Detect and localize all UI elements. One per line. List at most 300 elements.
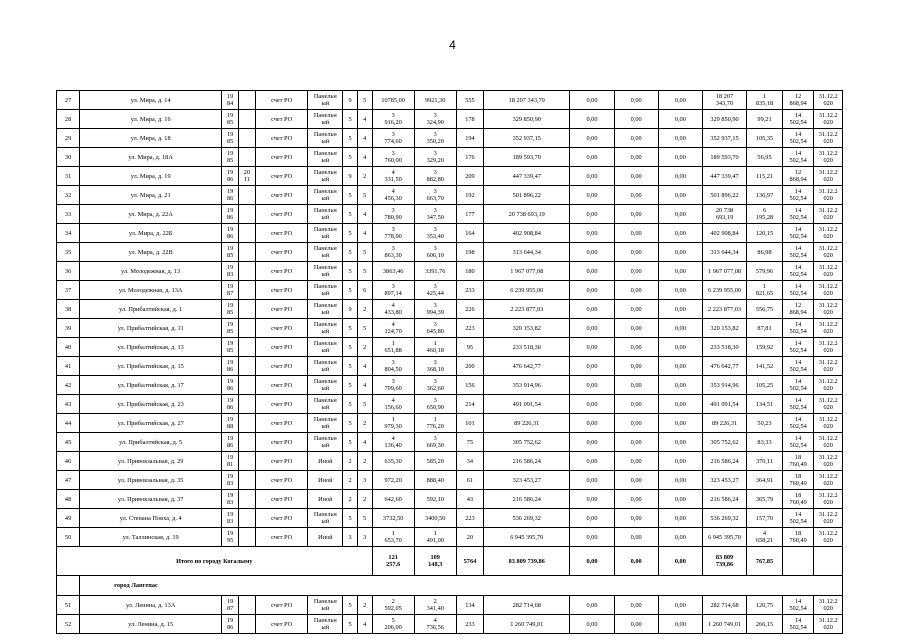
housing-register-table: [56, 90, 843, 634]
cell-total-area: 2 592,05: [372, 596, 414, 615]
cell-residents: 75: [456, 433, 483, 452]
total-cell-empty: [814, 547, 843, 576]
cell-living-area: 9921,30: [414, 91, 456, 110]
cell-cost-regional: 0,00: [614, 262, 658, 281]
cell-account-type: счет РО: [255, 490, 308, 509]
cell-address: ул. Прибалтийская, д. 23: [80, 395, 222, 414]
cell-cost-owners: 6 945 395,70: [702, 528, 746, 547]
cell-cost-regional: 0,00: [614, 148, 658, 167]
cell-year-repair: [239, 490, 256, 509]
cell-cost-local: 0,00: [658, 281, 702, 300]
cell-year-repair: [239, 91, 256, 110]
cell-row-number: 52: [57, 615, 80, 634]
cell-deadline: 31.12.2 020: [814, 148, 843, 167]
cell-row-number: 42: [57, 376, 80, 395]
cell-floors: 5: [343, 243, 358, 262]
cell-year-built: 19 81: [222, 452, 239, 471]
table-row: [57, 414, 843, 433]
cell-total-area: 3 780,90: [372, 205, 414, 224]
cell-unit-cost: 86,98: [747, 243, 783, 262]
cell-row-number: 37: [57, 281, 80, 300]
cell-year-repair: [239, 395, 256, 414]
cell-unit-cost: 83,33: [747, 433, 783, 452]
cell-total-area: 3 863,30: [372, 243, 414, 262]
cell-year-repair: [239, 319, 256, 338]
cell-cost-federal: 0,00: [570, 129, 614, 148]
cell-unit-cost: 1 821,65: [747, 281, 783, 300]
cell-max-unit-cost: 14 502,54: [782, 338, 814, 357]
cell-floors: 5: [343, 319, 358, 338]
cell-address: ул. Молодежная, д. 13А: [80, 281, 222, 300]
cell-total-cost: 20 738 693,19: [484, 205, 570, 224]
cell-year-repair: [239, 205, 256, 224]
cell-year-repair: 20 11: [239, 167, 256, 186]
cell-cost-owners: 1 967 077,08: [702, 262, 746, 281]
cell-living-area: 3 350,20: [414, 129, 456, 148]
cell-year-built: 19 83: [222, 509, 239, 528]
cell-unit-cost: 87,81: [747, 319, 783, 338]
cell-total-cost: 352 937,15: [484, 129, 570, 148]
cell-cost-federal: 0,00: [570, 471, 614, 490]
cell-address: ул. Молодежная, д. 13: [80, 262, 222, 281]
cell-deadline: 31.12.2 020: [814, 376, 843, 395]
cell-floors: 5: [343, 110, 358, 129]
cell-row-number: 44: [57, 414, 80, 433]
cell-year-built: 19 86: [222, 395, 239, 414]
cell-deadline: 31.12.2 020: [814, 205, 843, 224]
cell-address: ул. Прибалтийская, д. 5: [80, 433, 222, 452]
cell-account-type: счет РО: [255, 615, 308, 634]
cell-account-type: счет РО: [255, 186, 308, 205]
cell-floors: 2: [343, 471, 358, 490]
cell-wall-material: Панельн ый: [308, 110, 343, 129]
cell-wall-material: Панельн ый: [308, 186, 343, 205]
cell-row-number: 45: [57, 433, 80, 452]
cell-account-type: счет РО: [255, 596, 308, 615]
total-cell-p: 5764: [456, 547, 483, 576]
cell-deadline: 31.12.2 020: [814, 471, 843, 490]
cell-cost-local: 0,00: [658, 205, 702, 224]
cell-living-area: 3 606,10: [414, 243, 456, 262]
cell-wall-material: Панельн ый: [308, 376, 343, 395]
cell-row-number: 30: [57, 148, 80, 167]
table-row: [57, 243, 843, 262]
cell-deadline: 31.12.2 020: [814, 338, 843, 357]
cell-account-type: счет РО: [255, 129, 308, 148]
cell-address: ул. Мира, д. 16: [80, 110, 222, 129]
cell-floors: 5: [343, 338, 358, 357]
cell-deadline: 31.12.2 020: [814, 243, 843, 262]
cell-total-cost: 353 914,96: [484, 376, 570, 395]
cell-cost-federal: 0,00: [570, 596, 614, 615]
table-row: [57, 148, 843, 167]
cell-cost-regional: 0,00: [614, 528, 658, 547]
cell-living-area: 4 736,56: [414, 615, 456, 634]
cell-entrances: 4: [357, 148, 372, 167]
cell-cost-federal: 0,00: [570, 509, 614, 528]
cell-year-built: 19 85: [222, 300, 239, 319]
cell-address: ул. Таллинская, д. 19: [80, 528, 222, 547]
cell-cost-local: 0,00: [658, 596, 702, 615]
cell-total-area: 972,20: [372, 471, 414, 490]
cell-wall-material: Панельн ый: [308, 414, 343, 433]
cell-deadline: 31.12.2 020: [814, 262, 843, 281]
cell-max-unit-cost: 14 502,54: [782, 129, 814, 148]
cell-entrances: 5: [357, 395, 372, 414]
cell-floors: 2: [343, 452, 358, 471]
cell-deadline: 31.12.2 020: [814, 528, 843, 547]
cell-cost-regional: 0,00: [614, 129, 658, 148]
cell-cost-owners: 329 850,90: [702, 110, 746, 129]
cell-year-repair: [239, 338, 256, 357]
cell-residents: 20: [456, 528, 483, 547]
cell-max-unit-cost: 14 502,54: [782, 414, 814, 433]
cell-row-number: 47: [57, 471, 80, 490]
cell-wall-material: Панельн ый: [308, 596, 343, 615]
cell-entrances: 4: [357, 110, 372, 129]
cell-living-area: 1 491,00: [414, 528, 456, 547]
cell-cost-federal: 0,00: [570, 186, 614, 205]
cell-row-number: 38: [57, 300, 80, 319]
cell-max-unit-cost: 14 502,54: [782, 433, 814, 452]
cell-cost-owners: 313 644,34: [702, 243, 746, 262]
cell-floors: 9: [343, 167, 358, 186]
cell-year-built: 19 86: [222, 205, 239, 224]
cell-residents: 134: [456, 596, 483, 615]
cell-entrances: 2: [357, 452, 372, 471]
cell-cost-owners: 353 914,96: [702, 376, 746, 395]
cell-total-cost: 320 153,82: [484, 319, 570, 338]
cell-floors: 5: [343, 357, 358, 376]
cell-deadline: 31.12.2 020: [814, 110, 843, 129]
cell-account-type: счет РО: [255, 262, 308, 281]
cell-cost-regional: 0,00: [614, 490, 658, 509]
cell-total-cost: 501 896,22: [484, 186, 570, 205]
cell-wall-material: Панельн ый: [308, 91, 343, 110]
cell-year-repair: [239, 281, 256, 300]
cell-max-unit-cost: 18 760,49: [782, 471, 814, 490]
cell-total-cost: 402 908,84: [484, 224, 570, 243]
cell-account-type: счет РО: [255, 376, 308, 395]
cell-residents: 209: [456, 167, 483, 186]
cell-cost-local: 0,00: [658, 148, 702, 167]
cell-residents: 95: [456, 338, 483, 357]
table-row: [57, 110, 843, 129]
cell-year-built: 19 85: [222, 129, 239, 148]
cell-living-area: 3391,76: [414, 262, 456, 281]
cell-cost-federal: 0,00: [570, 224, 614, 243]
cell-floors: 5: [343, 262, 358, 281]
cell-account-type: счет РО: [255, 205, 308, 224]
cell-unit-cost: 4 658,21: [747, 528, 783, 547]
cell-year-built: 19 83: [222, 471, 239, 490]
table-row: [57, 319, 843, 338]
cell-unit-cost: 105,25: [747, 376, 783, 395]
cell-residents: 176: [456, 148, 483, 167]
cell-cost-regional: 0,00: [614, 281, 658, 300]
cell-account-type: счет РО: [255, 338, 308, 357]
cell-cost-owners: 352 937,15: [702, 129, 746, 148]
cell-address: ул. Мира, д. 18: [80, 129, 222, 148]
cell-cost-owners: 536 269,32: [702, 509, 746, 528]
cell-cost-regional: 0,00: [614, 615, 658, 634]
cell-account-type: счет РО: [255, 452, 308, 471]
cell-cost-local: 0,00: [658, 452, 702, 471]
cell-cost-owners: 323 453,27: [702, 471, 746, 490]
cell-cost-regional: 0,00: [614, 205, 658, 224]
cell-cost-regional: 0,00: [614, 224, 658, 243]
table-row: [57, 376, 843, 395]
cell-cost-local: 0,00: [658, 243, 702, 262]
cell-residents: 43: [456, 490, 483, 509]
cell-year-repair: [239, 471, 256, 490]
cell-address: ул. Прибалтийская, д. 13: [80, 338, 222, 357]
cell-cost-regional: 0,00: [614, 243, 658, 262]
cell-deadline: 31.12.2 020: [814, 129, 843, 148]
cell-total-cost: 6 239 955,00: [484, 281, 570, 300]
cell-address: ул. Прибалтийская, д. 17: [80, 376, 222, 395]
cell-total-area: 3 916,20: [372, 110, 414, 129]
cell-living-area: 1 776,20: [414, 414, 456, 433]
cell-year-built: 19 85: [222, 338, 239, 357]
cell-max-unit-cost: 14 502,54: [782, 205, 814, 224]
cell-year-repair: [239, 509, 256, 528]
cell-total-cost: 1 967 077,08: [484, 262, 570, 281]
cell-account-type: счет РО: [255, 243, 308, 262]
cell-address: ул. Мира, д. 22Б: [80, 224, 222, 243]
cell-total-cost: 2 223 877,03: [484, 300, 570, 319]
cell-floors: 5: [343, 186, 358, 205]
table-row: [57, 186, 843, 205]
cell-entrances: 5: [357, 243, 372, 262]
cell-total-cost: 233 518,30: [484, 338, 570, 357]
cell-living-area: 3 425,44: [414, 281, 456, 300]
cell-cost-owners: 447 339,47: [702, 167, 746, 186]
cell-total-cost: 313 644,34: [484, 243, 570, 262]
cell-wall-material: Иной: [308, 471, 343, 490]
cell-living-area: 3 669,30: [414, 433, 456, 452]
cell-cost-owners: 476 642,77: [702, 357, 746, 376]
section-row: [57, 576, 843, 596]
cell-total-area: 3 897,14: [372, 281, 414, 300]
cell-living-area: 3 368,10: [414, 357, 456, 376]
cell-account-type: счет РО: [255, 395, 308, 414]
cell-unit-cost: 370,11: [747, 452, 783, 471]
cell-year-repair: [239, 262, 256, 281]
cell-cost-regional: 0,00: [614, 471, 658, 490]
cell-entrances: 2: [357, 596, 372, 615]
cell-total-cost: 6 945 395,70: [484, 528, 570, 547]
cell-year-repair: [239, 528, 256, 547]
cell-unit-cost: 136,97: [747, 186, 783, 205]
cell-total-cost: 536 269,32: [484, 509, 570, 528]
cell-row-number: 49: [57, 509, 80, 528]
cell-account-type: счет РО: [255, 167, 308, 186]
table-row: [57, 433, 843, 452]
cell-row-number: 35: [57, 243, 80, 262]
cell-address: ул. Мира, д. 22В: [80, 243, 222, 262]
cell-wall-material: Панельн ый: [308, 300, 343, 319]
cell-account-type: счет РО: [255, 357, 308, 376]
cell-deadline: 31.12.2 020: [814, 281, 843, 300]
cell-cost-regional: 0,00: [614, 167, 658, 186]
cell-unit-cost: 1 835,18: [747, 91, 783, 110]
cell-total-area: 5 206,00: [372, 615, 414, 634]
cell-address: ул. Мира, д. 22А: [80, 205, 222, 224]
cell-living-area: 3 329,20: [414, 148, 456, 167]
cell-year-repair: [239, 110, 256, 129]
cell-living-area: 3 650,90: [414, 395, 456, 414]
cell-row-number: 43: [57, 395, 80, 414]
cell-max-unit-cost: 14 502,54: [782, 224, 814, 243]
cell-cost-local: 0,00: [658, 110, 702, 129]
cell-year-built: 19 86: [222, 186, 239, 205]
cell-total-area: 642,60: [372, 490, 414, 509]
cell-wall-material: Панельн ый: [308, 281, 343, 300]
total-cell-z3: 0,00: [658, 547, 702, 576]
cell-max-unit-cost: 12 868,94: [782, 300, 814, 319]
cell-unit-cost: 157,70: [747, 509, 783, 528]
cell-total-area: 10785,00: [372, 91, 414, 110]
cell-residents: 233: [456, 615, 483, 634]
cell-total-cost: 89 226,31: [484, 414, 570, 433]
cell-address: ул. Прибалтийская, д. 15: [80, 357, 222, 376]
cell-cost-regional: 0,00: [614, 91, 658, 110]
cell-cost-local: 0,00: [658, 300, 702, 319]
cell-row-number: 32: [57, 186, 80, 205]
cell-account-type: счет РО: [255, 414, 308, 433]
total-cell-sum: 83 809 739,86: [484, 547, 570, 576]
cell-cost-regional: 0,00: [614, 338, 658, 357]
cell-floors: 5: [343, 615, 358, 634]
cell-year-built: 19 86: [222, 433, 239, 452]
cell-entrances: 3: [357, 471, 372, 490]
cell-max-unit-cost: 14 502,54: [782, 186, 814, 205]
cell-unit-cost: 6 195,28: [747, 205, 783, 224]
cell-deadline: 31.12.2 020: [814, 167, 843, 186]
cell-max-unit-cost: 14 502,54: [782, 509, 814, 528]
cell-residents: 223: [456, 509, 483, 528]
cell-year-built: 19 83: [222, 262, 239, 281]
cell-row-number: 41: [57, 357, 80, 376]
cell-year-repair: [239, 186, 256, 205]
cell-cost-owners: 305 752,62: [702, 433, 746, 452]
cell-living-area: 1 460,18: [414, 338, 456, 357]
cell-total-area: 3 760,00: [372, 148, 414, 167]
cell-row-number: 46: [57, 452, 80, 471]
cell-cost-federal: 0,00: [570, 490, 614, 509]
cell-entrances: 2: [357, 338, 372, 357]
table-row: [57, 262, 843, 281]
cell-max-unit-cost: 14 502,54: [782, 395, 814, 414]
cell-residents: 223: [456, 319, 483, 338]
cell-residents: 177: [456, 205, 483, 224]
cell-row-number: 50: [57, 528, 80, 547]
cell-total-cost: 447 339,47: [484, 167, 570, 186]
cell-cost-federal: 0,00: [570, 91, 614, 110]
cell-deadline: 31.12.2 020: [814, 509, 843, 528]
cell-year-built: 19 84: [222, 91, 239, 110]
cell-cost-federal: 0,00: [570, 300, 614, 319]
total-cell-a2: 109 148,3: [414, 547, 456, 576]
cell-entrances: 5: [357, 186, 372, 205]
cell-floors: 5: [343, 433, 358, 452]
cell-cost-local: 0,00: [658, 129, 702, 148]
cell-floors: 2: [343, 490, 358, 509]
cell-total-area: 1 979,30: [372, 414, 414, 433]
cell-floors: 5: [343, 129, 358, 148]
cell-cost-local: 0,00: [658, 167, 702, 186]
cell-year-repair: [239, 243, 256, 262]
cell-wall-material: Панельн ый: [308, 615, 343, 634]
cell-residents: 555: [456, 91, 483, 110]
cell-max-unit-cost: 14 502,54: [782, 319, 814, 338]
cell-unit-cost: 134,51: [747, 395, 783, 414]
cell-total-cost: 18 207 343,70: [484, 91, 570, 110]
cell-total-area: 3 778,90: [372, 224, 414, 243]
cell-cost-federal: 0,00: [570, 205, 614, 224]
cell-cost-regional: 0,00: [614, 300, 658, 319]
cell-year-repair: [239, 224, 256, 243]
cell-year-built: 19 86: [222, 615, 239, 634]
cell-account-type: счет РО: [255, 319, 308, 338]
total-cell-a1: 121 257,6: [372, 547, 414, 576]
cell-max-unit-cost: 14 502,54: [782, 376, 814, 395]
cell-cost-regional: 0,00: [614, 357, 658, 376]
cell-total-area: 3 804,50: [372, 357, 414, 376]
cell-wall-material: Иной: [308, 490, 343, 509]
cell-cost-local: 0,00: [658, 509, 702, 528]
cell-address: ул. Мира, д. 14: [80, 91, 222, 110]
table-row: [57, 528, 843, 547]
section-title: город Лангепас: [80, 576, 843, 596]
table-row: [57, 205, 843, 224]
cell-living-area: 3400,50: [414, 509, 456, 528]
cell-total-cost: 329 850,90: [484, 110, 570, 129]
cell-address: ул. Привокзальная, д. 35: [80, 471, 222, 490]
cell-year-built: 19 88: [222, 414, 239, 433]
cell-deadline: 31.12.2 020: [814, 357, 843, 376]
cell-deadline: 31.12.2 020: [814, 319, 843, 338]
cell-total-cost: 189 593,70: [484, 148, 570, 167]
cell-cost-regional: 0,00: [614, 596, 658, 615]
cell-floors: 3: [343, 528, 358, 547]
cell-unit-cost: 56,95: [747, 148, 783, 167]
cell-total-area: 4 136,40: [372, 433, 414, 452]
cell-cost-local: 0,00: [658, 395, 702, 414]
cell-living-area: 3 347,50: [414, 205, 456, 224]
cell-unit-cost: 50,23: [747, 414, 783, 433]
cell-wall-material: Панельн ый: [308, 167, 343, 186]
cell-cost-owners: 18 207 343,70: [702, 91, 746, 110]
cell-entrances: 5: [357, 509, 372, 528]
cell-entrances: 5: [357, 319, 372, 338]
cell-total-area: 3732,50: [372, 509, 414, 528]
cell-year-repair: [239, 148, 256, 167]
cell-floors: 9: [343, 91, 358, 110]
cell-cost-federal: 0,00: [570, 452, 614, 471]
cell-residents: 164: [456, 224, 483, 243]
cell-wall-material: Панельн ый: [308, 224, 343, 243]
cell-max-unit-cost: 14 502,54: [782, 110, 814, 129]
table-row: [57, 129, 843, 148]
cell-residents: 34: [456, 452, 483, 471]
cell-floors: 9: [343, 300, 358, 319]
cell-living-area: 3 882,80: [414, 167, 456, 186]
cell-deadline: 31.12.2 020: [814, 596, 843, 615]
cell-account-type: счет РО: [255, 110, 308, 129]
cell-cost-federal: 0,00: [570, 262, 614, 281]
